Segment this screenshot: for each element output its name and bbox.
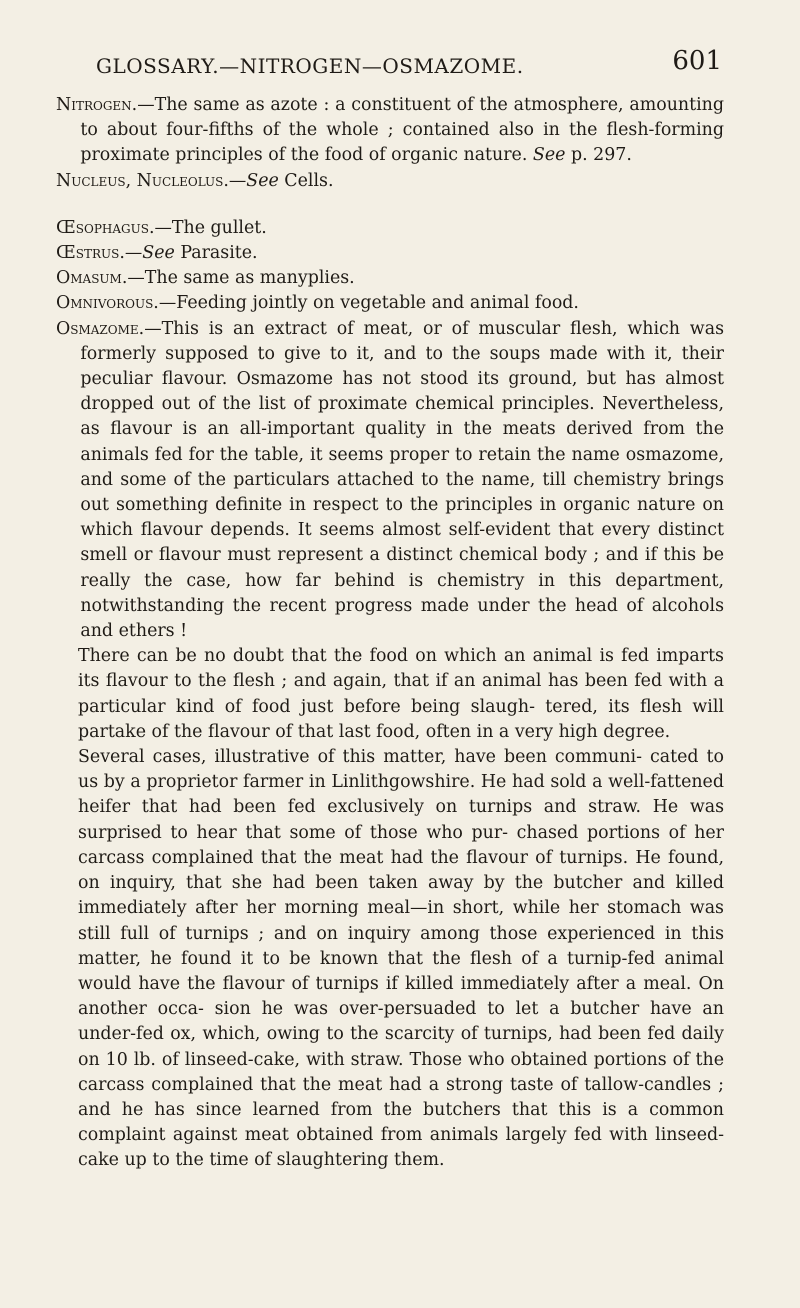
entry-oestrus bbox=[56, 241, 724, 266]
entry-text: —The same as manyplies. bbox=[127, 268, 355, 289]
entry-term: Omnivorous. bbox=[56, 293, 159, 314]
osmazome-paragraph-2 bbox=[56, 644, 724, 745]
reference-target: p. 297. bbox=[565, 145, 632, 166]
entry-term: Nucleus, Nucleolus. bbox=[56, 170, 229, 191]
entry-text: —Feeding jointly on vegetable and animal food. bbox=[158, 293, 579, 314]
entry-text: —This is an extract of meat, or of muscular flesh, which was formerly supposed to give to it, and to the soups made with it, their peculiar flavour. Osmazome has not stood its ground, but has almost dropped out of the list of proximate chemical principles. Nevertheless, as flavour is an all-important quality in the meats derived from the animals fed for the table, it seems proper to retain the name osmazome, and some of the particulars attached to the name, till chemistry brings out something definite in respect to the principles in organic nature on which flavour depends. It seems almost self-evident that every distinct smell or flavour must represent a distinct chemical body ; and if this be really the case, how far behind is chemistry in this department, notwithstanding the recent progress made under the head of alcohols and ethers ! bbox=[80, 318, 724, 642]
entry-oesophagus bbox=[56, 216, 724, 241]
entry-term: Nitrogen. bbox=[56, 95, 138, 115]
paragraph-text: There can be no doubt that the food on which an animal is fed imparts its flavour to the flesh ; and again, that if an animal has been fed with a particular kind of food just before being slaugh- tered, its flesh will partake of the flavour of that last food, often in a very high degree. bbox=[78, 646, 724, 742]
entry-dash: — bbox=[124, 243, 143, 264]
entry-nitrogen bbox=[56, 93, 724, 169]
page-header bbox=[88, 44, 720, 84]
see-reference: See bbox=[142, 243, 175, 264]
entry-term: Omasum. bbox=[56, 268, 128, 289]
entry-dash: — bbox=[228, 170, 247, 191]
entry-term: Œstrus. bbox=[56, 243, 125, 264]
entry-text: —The same as azote : a constituent of the atmosphere, amounting to about four-fifths of the whole ; contained also in the flesh-forming proximate principles of the food of organic nature. bbox=[80, 95, 724, 166]
see-reference: See bbox=[246, 170, 279, 191]
entry-omasum bbox=[56, 266, 724, 291]
glossary-body bbox=[56, 93, 724, 1174]
osmazome-paragraph-3 bbox=[56, 745, 724, 1173]
paragraph-text: Several cases, illustrative of this matter, have been communi- cated to us by a proprietor farmer in Linlithgowshire. He had sold a well-fattened heifer that had been fed exclusively on turnips and straw. He was surprised to hear that some of those who pur- chased portions of her carcass complained that the meat had the flavour of turnips. He found, on inquiry, that she had been taken away by the butcher and killed immediately after her morning meal—in short, while her stomach was still full of turnips ; and on inquiry among those experienced in this matter, he found it to be known that the flesh of a turnip-fed animal would have the flavour of turnips if killed immediately after a meal. On another occa- sion he was over-persuaded to let a butcher have an under-fed ox, which, owing to the scarcity of turnips, had been fed daily on 10 lb. of linseed-cake, with straw. Those who obtained portions of the carcass complained that the meat had a strong taste of tallow-candles ; and he has since learned from the butchers that this is a common complaint against meat obtained from animals largely fed with linseed-cake up to the time of slaughtering them. bbox=[78, 747, 724, 1171]
reference-target: Cells. bbox=[278, 170, 334, 191]
entry-term: Osmazome. bbox=[56, 318, 145, 339]
entry-term: Œsophagus. bbox=[56, 217, 155, 238]
page-number: 601 bbox=[672, 46, 722, 76]
entry-osmazome bbox=[56, 317, 724, 645]
entry-nucleus bbox=[56, 169, 724, 194]
spacer bbox=[56, 194, 724, 216]
entry-text: —The gullet. bbox=[154, 217, 267, 238]
see-reference: See bbox=[532, 145, 566, 166]
running-head: GLOSSARY.—NITROGEN—OSMAZOME. bbox=[96, 54, 524, 78]
reference-target: Parasite. bbox=[174, 243, 258, 264]
entry-omnivorous bbox=[56, 291, 724, 316]
